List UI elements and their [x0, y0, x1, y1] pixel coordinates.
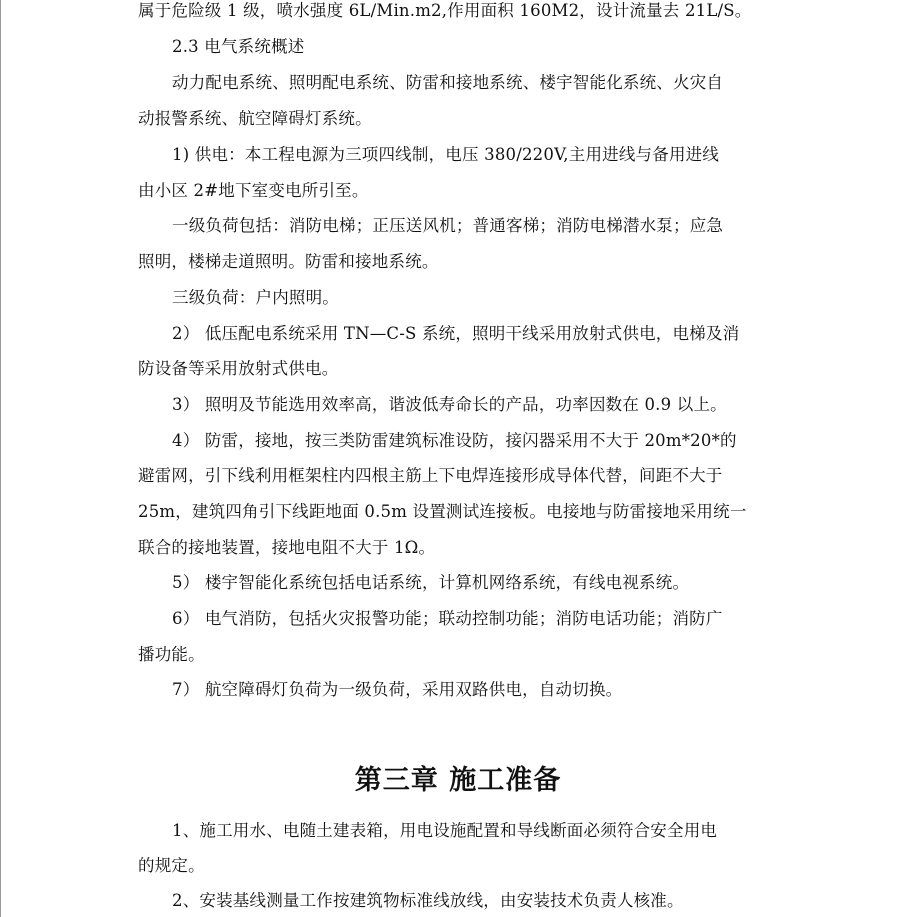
text-line: 属于危险级 1 级，喷水强度 6L/Min.m2,作用面积 160M2，设计流量去 21L/S。: [138, 1, 752, 20]
page-left-border: [0, 0, 1, 917]
text-line: 联合的接地装置，接地电阻不大于 1Ω。: [138, 538, 436, 557]
text-line: 1、施工用水、电随土建表箱，用电设施配置和导线断面必须符合安全用电: [172, 821, 718, 840]
text-line: 三级负荷：户内照明。: [172, 288, 339, 307]
section-heading: 2.3 电气系统概述: [172, 37, 305, 56]
text-line: 25m，建筑四角引下线距地面 0.5m 设置测试连接板。电接地与防雷接地采用统一: [138, 502, 747, 521]
text-line: 一级负荷包括：消防电梯；正压送风机；普通客梯；消防电梯潜水泵；应急: [172, 216, 724, 235]
text-line: 6） 电气消防，包括火灾报警功能；联动控制功能；消防电话功能；消防广: [172, 609, 723, 628]
text-line: 动报警系统、航空障碍灯系统。: [138, 109, 372, 128]
text-line: 照明，楼梯走道照明。防雷和接地系统。: [138, 252, 439, 271]
text-line: 动力配电系统、照明配电系统、防雷和接地系统、楼宇智能化系统、火灾自: [172, 73, 724, 92]
text-line: 播功能。: [138, 645, 205, 664]
text-line: 3） 照明及节能选用效率高，谐波低寿命长的产品，功率因数在 0.9 以上。: [172, 395, 727, 414]
text-line: 4） 防雷，接地，按三类防雷建筑标准设防，接闪器采用不大于 20m*20*的: [172, 431, 737, 450]
text-line: 2、安装基线测量工作按建筑物标准线放线，由安装技术负责人核准。: [172, 891, 684, 910]
text-line: 1) 供电：本工程电源为三项四线制，电压 380/220V,主用进线与备用进线: [172, 145, 720, 164]
chapter-title: 第三章 施工准备: [354, 765, 562, 796]
text-line: 防设备等采用放射式供电。: [138, 359, 339, 378]
text-line: 2） 低压配电系统采用 TN—C-S 系统，照明干线采用放射式供电，电梯及消: [172, 324, 740, 343]
text-line: 7） 航空障碍灯负荷为一级负荷，采用双路供电，自动切换。: [172, 680, 623, 699]
text-line: 避雷网，引下线利用框架柱内四根主筋上下电焊连接形成导体代替，间距不大于: [138, 466, 723, 485]
text-line: 5） 楼宇智能化系统包括电话系统，计算机网络系统，有线电视系统。: [172, 573, 690, 592]
text-line: 的规定。: [138, 856, 205, 875]
text-line: 由小区 2#地下室变电所引至。: [138, 181, 369, 200]
